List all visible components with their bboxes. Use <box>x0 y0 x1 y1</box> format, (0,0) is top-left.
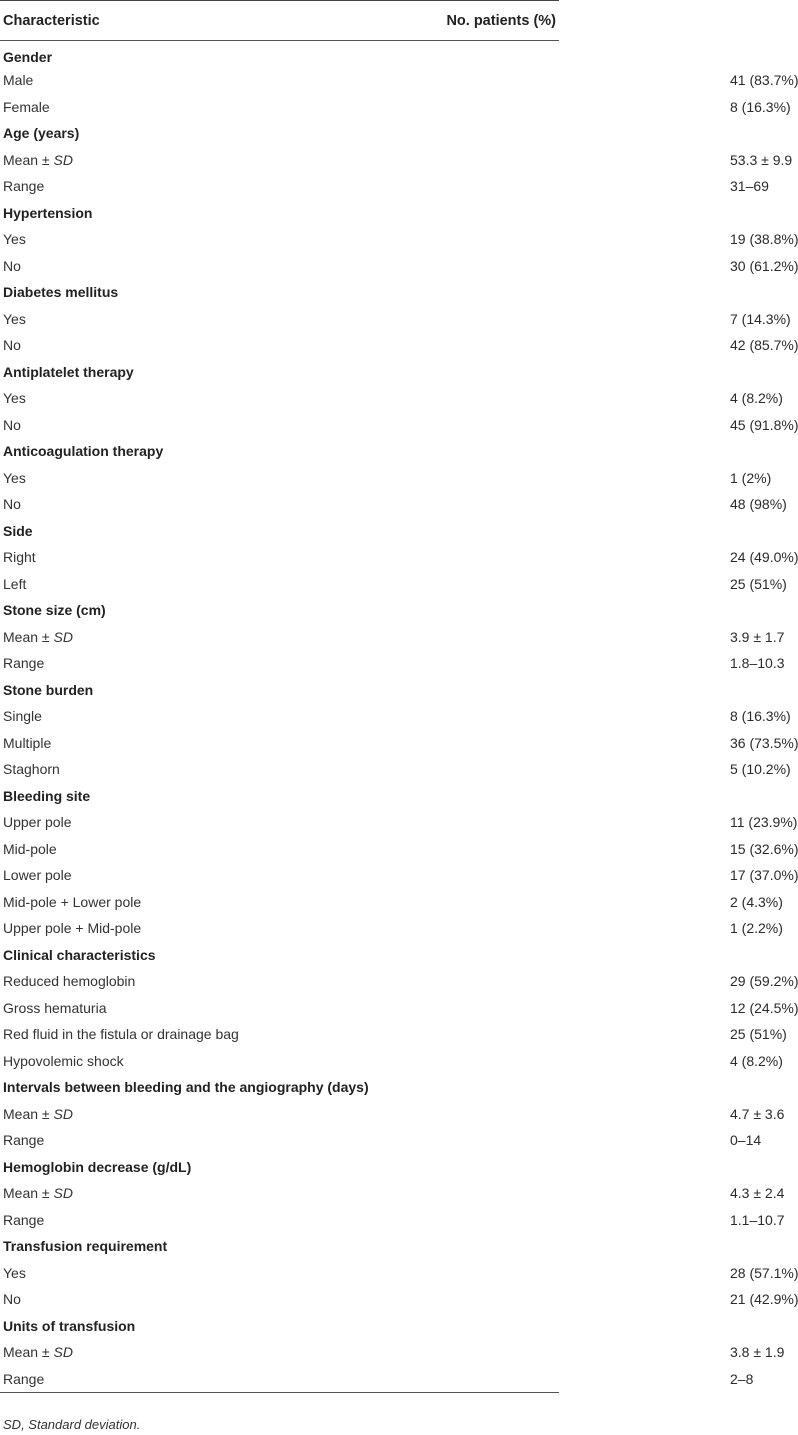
table-group-row <box>0 677 559 704</box>
row-value <box>430 1074 559 1101</box>
row-label <box>0 544 430 571</box>
label-text: Hypertension <box>3 204 93 221</box>
table-row <box>0 1260 559 1287</box>
row-value <box>430 942 559 969</box>
label-text: Red fluid in the fistula or drainage bag <box>3 1026 239 1043</box>
row-value: 30 (61.2%) <box>730 257 798 274</box>
row-value: 12 (24.5%) <box>730 999 798 1016</box>
label-text: Gross hematuria <box>3 999 107 1016</box>
label-text: Female <box>3 98 50 115</box>
table-row <box>0 703 559 730</box>
header-patients: No. patients (%) <box>430 1 559 41</box>
row-value <box>430 359 559 386</box>
row-value <box>430 518 559 545</box>
label-text: Hypovolemic shock <box>3 1052 124 1069</box>
row-label <box>0 332 430 359</box>
row-value: 21 (42.9%) <box>730 1291 798 1308</box>
row-label <box>0 94 430 121</box>
row-label <box>0 465 430 492</box>
row-label <box>0 1207 430 1234</box>
label-text: Mean ± <box>3 1344 54 1361</box>
footnote-abbrev: SD <box>3 1417 22 1432</box>
table-footnote <box>3 1417 140 1432</box>
group-label <box>0 279 430 306</box>
row-value: 7 (14.3%) <box>730 310 791 327</box>
row-label <box>0 306 430 333</box>
row-value <box>430 597 559 624</box>
row-label <box>0 756 430 783</box>
row-label <box>0 173 430 200</box>
row-label <box>0 1127 430 1154</box>
row-label <box>0 703 430 730</box>
label-text: Range <box>3 178 45 195</box>
row-label <box>0 385 430 412</box>
table-row <box>0 995 559 1022</box>
label-text: Mid-pole + Lower pole <box>3 893 142 910</box>
table-row <box>0 1366 559 1393</box>
table-row <box>0 730 559 757</box>
row-value: 45 (91.8%) <box>730 416 798 433</box>
label-text: Range <box>3 1211 45 1228</box>
table-row <box>0 1207 559 1234</box>
row-value <box>430 279 559 306</box>
label-text: Hemoglobin decrease (g/dL) <box>3 1158 192 1175</box>
group-label <box>0 518 430 545</box>
label-text: Transfusion requirement <box>3 1238 168 1255</box>
label-text: Age (years) <box>3 125 80 142</box>
row-value: 36 (73.5%) <box>730 734 798 751</box>
label-text: Antiplatelet therapy <box>3 363 134 380</box>
label-text: Staghorn <box>3 761 60 778</box>
row-label <box>0 412 430 439</box>
row-value: 0–14 <box>730 1132 762 1149</box>
table-row <box>0 836 559 863</box>
table-row <box>0 1180 559 1207</box>
row-label <box>0 968 430 995</box>
row-value: 31–69 <box>730 178 769 195</box>
group-label <box>0 1313 430 1340</box>
label-italic-text: SD <box>53 628 73 645</box>
row-label <box>0 1048 430 1075</box>
row-value: 4.7 ± 3.6 <box>730 1105 785 1122</box>
label-text: No <box>3 416 21 433</box>
label-text: Right <box>3 549 36 566</box>
row-value: 24 (49.0%) <box>730 549 798 566</box>
group-label <box>0 1074 430 1101</box>
row-value: 2 (4.3%) <box>730 893 783 910</box>
row-value <box>430 783 559 810</box>
label-text: Reduced hemoglobin <box>3 973 136 990</box>
row-label <box>0 571 430 598</box>
label-text: Bleeding site <box>3 787 91 804</box>
row-value <box>430 438 559 465</box>
row-value: 25 (51%) <box>730 1026 787 1043</box>
table-row <box>0 650 559 677</box>
label-text: Left <box>3 575 27 592</box>
table-group-row <box>0 200 559 227</box>
header-characteristic: Characteristic <box>0 1 430 41</box>
row-value: 1 (2%) <box>730 469 772 486</box>
label-text: Stone size (cm) <box>3 602 106 619</box>
table-group-row <box>0 41 559 68</box>
table-row <box>0 412 559 439</box>
table-group-row <box>0 1313 559 1340</box>
label-italic-text: SD <box>53 1344 73 1361</box>
group-label <box>0 41 430 68</box>
row-label <box>0 1339 430 1366</box>
row-value: 4.3 ± 2.4 <box>730 1185 785 1202</box>
label-text: Mean ± <box>3 1185 54 1202</box>
table-row <box>0 306 559 333</box>
row-label <box>0 147 430 174</box>
row-value: 19 (38.8%) <box>730 231 798 248</box>
row-value <box>430 1154 559 1181</box>
row-value: 41 (83.7%) <box>730 72 798 89</box>
row-label <box>0 995 430 1022</box>
row-value: 4 (8.2%) <box>730 1052 783 1069</box>
label-text: No <box>3 1291 21 1308</box>
table-row <box>0 624 559 651</box>
group-label <box>0 597 430 624</box>
row-label <box>0 624 430 651</box>
table-row <box>0 1339 559 1366</box>
label-text: Yes <box>3 390 26 407</box>
label-text: Clinical characteristics <box>3 946 156 963</box>
table-group-row <box>0 942 559 969</box>
table-row <box>0 1101 559 1128</box>
row-label <box>0 1101 430 1128</box>
label-text: Male <box>3 72 34 89</box>
row-label <box>0 491 430 518</box>
row-label <box>0 889 430 916</box>
group-label <box>0 1154 430 1181</box>
table-row <box>0 491 559 518</box>
label-text: Multiple <box>3 734 52 751</box>
table-body <box>0 41 798 1393</box>
row-label <box>0 862 430 889</box>
row-value: 15 (32.6%) <box>730 840 798 857</box>
row-value: 3.9 ± 1.7 <box>730 628 785 645</box>
table-row <box>0 889 559 916</box>
label-text: Yes <box>3 1264 26 1281</box>
label-italic-text: SD <box>53 1185 73 1202</box>
label-text: No <box>3 337 21 354</box>
label-text: Yes <box>3 469 26 486</box>
label-text: No <box>3 496 21 513</box>
table-row <box>0 1021 559 1048</box>
row-label <box>0 226 430 253</box>
table-group-row <box>0 597 559 624</box>
table-row <box>0 226 559 253</box>
row-value <box>430 1233 559 1260</box>
table-row <box>0 1127 559 1154</box>
header-row <box>0 1 559 41</box>
row-label <box>0 836 430 863</box>
row-value: 4 (8.2%) <box>730 390 783 407</box>
group-label <box>0 783 430 810</box>
row-value: 1.8–10.3 <box>730 655 785 672</box>
group-label <box>0 438 430 465</box>
label-italic-text: SD <box>53 151 73 168</box>
table-group-row <box>0 438 559 465</box>
label-text: Units of transfusion <box>3 1317 136 1334</box>
group-label <box>0 677 430 704</box>
footnote-text: , Standard deviation. <box>21 1417 141 1432</box>
group-label <box>0 1233 430 1260</box>
label-text: Upper pole <box>3 814 72 831</box>
label-italic-text: SD <box>53 1105 73 1122</box>
label-text: Single <box>3 708 42 725</box>
label-text: Diabetes mellitus <box>3 284 119 301</box>
row-value: 29 (59.2%) <box>730 973 798 990</box>
table-row <box>0 571 559 598</box>
row-value <box>430 677 559 704</box>
group-label <box>0 359 430 386</box>
row-value: 53.3 ± 9.9 <box>730 151 793 168</box>
table-row <box>0 94 559 121</box>
row-label <box>0 730 430 757</box>
table-row <box>0 809 559 836</box>
label-text: Stone burden <box>3 681 94 698</box>
row-value: 5 (10.2%) <box>730 761 791 778</box>
table-group-row <box>0 359 559 386</box>
row-label <box>0 67 430 94</box>
label-text: Mean ± <box>3 1105 54 1122</box>
table-group-row <box>0 1154 559 1181</box>
row-value: 28 (57.1%) <box>730 1264 798 1281</box>
row-label <box>0 253 430 280</box>
row-label <box>0 1366 430 1393</box>
row-label <box>0 650 430 677</box>
group-label <box>0 942 430 969</box>
table-row <box>0 968 559 995</box>
row-value: 48 (98%) <box>730 496 787 513</box>
row-label <box>0 915 430 942</box>
label-text: Yes <box>3 310 26 327</box>
row-label <box>0 809 430 836</box>
row-value: 3.8 ± 1.9 <box>730 1344 785 1361</box>
table-group-row <box>0 783 559 810</box>
row-value: 8 (16.3%) <box>730 708 791 725</box>
table-row <box>0 862 559 889</box>
table-row <box>0 1048 559 1075</box>
row-value <box>430 41 559 68</box>
table-row <box>0 147 559 174</box>
row-value: 25 (51%) <box>730 575 787 592</box>
label-text: Range <box>3 1370 45 1387</box>
table-group-row <box>0 1074 559 1101</box>
row-value: 2–8 <box>430 1366 559 1393</box>
table-row <box>0 253 559 280</box>
table-group-row <box>0 518 559 545</box>
row-value <box>430 120 559 147</box>
row-label <box>0 1286 430 1313</box>
row-value: 11 (23.9%) <box>730 814 798 831</box>
row-value <box>430 1313 559 1340</box>
table-row <box>0 465 559 492</box>
label-text: Intervals between bleeding and the angiography (days) <box>3 1079 369 1096</box>
table-group-row <box>0 120 559 147</box>
label-text: No <box>3 257 21 274</box>
row-value: 42 (85.7%) <box>730 337 798 354</box>
table-row <box>0 1286 559 1313</box>
table-row <box>0 756 559 783</box>
table-header <box>0 1 559 41</box>
row-value: 8 (16.3%) <box>730 98 791 115</box>
group-label <box>0 200 430 227</box>
row-label <box>0 1260 430 1287</box>
label-text: Upper pole + Mid-pole <box>3 920 142 937</box>
table-row <box>0 544 559 571</box>
table-row <box>0 173 559 200</box>
label-text: Range <box>3 1132 45 1149</box>
label-text: Side <box>3 522 33 539</box>
row-label <box>0 1180 430 1207</box>
table-group-row <box>0 1233 559 1260</box>
row-value: 1.1–10.7 <box>730 1211 785 1228</box>
label-text: Lower pole <box>3 867 72 884</box>
table-row <box>0 67 559 94</box>
label-text: Gender <box>3 48 53 65</box>
row-value <box>430 200 559 227</box>
label-text: Range <box>3 655 45 672</box>
label-text: Mid-pole <box>3 840 57 857</box>
group-label <box>0 120 430 147</box>
label-text: Yes <box>3 231 26 248</box>
table-group-row <box>0 279 559 306</box>
label-text: Mean ± <box>3 628 54 645</box>
table-row <box>0 332 559 359</box>
table-row <box>0 915 559 942</box>
label-text: Mean ± <box>3 151 54 168</box>
table-row <box>0 385 559 412</box>
row-value: 1 (2.2%) <box>730 920 783 937</box>
label-text: Anticoagulation therapy <box>3 443 164 460</box>
row-value: 17 (37.0%) <box>730 867 798 884</box>
row-label <box>0 1021 430 1048</box>
